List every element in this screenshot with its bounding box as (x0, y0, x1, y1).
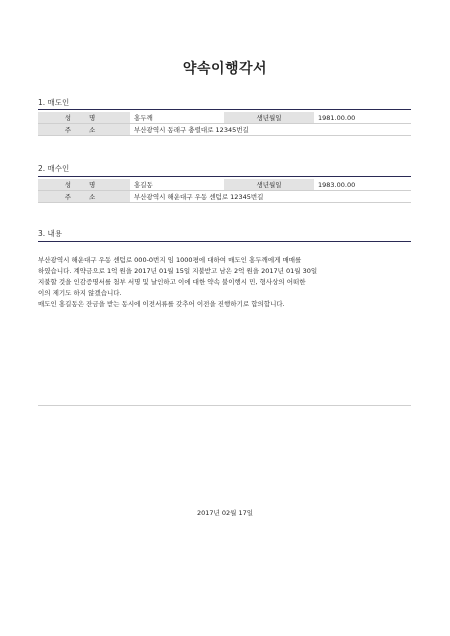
content-line: 이의 제기도 하지 않겠습니다. (38, 289, 122, 297)
buyer-name-label: 성 명 (38, 179, 130, 191)
buyer-table (38, 179, 411, 203)
seller-address-value: 부산광역시 동래구 충렬대로 12345번길 (130, 124, 411, 136)
seller-name-value: 홍두깨 (130, 112, 224, 124)
buyer-divider (38, 176, 411, 177)
content-body (38, 255, 368, 310)
seller-address-label: 주 소 (38, 124, 130, 136)
seller-divider (38, 109, 411, 110)
document-title: 약속이행각서 (182, 61, 268, 77)
buyer-address-value: 부산광역시 해운대구 우동 센텀로 12345번길 (130, 191, 411, 203)
seller-birth-value: 1981.00.00 (314, 112, 411, 124)
seller-table (38, 112, 411, 136)
content-line: 부산광역시 해운대구 우동 센텀로 000-0번지 임 1000평에 대하여 매도인 홍두깨에게 매매를 (38, 256, 302, 264)
buyer-address-label: 주 소 (38, 191, 130, 203)
seller-birth-label: 생년월일 (224, 112, 314, 124)
buyer-name-value: 홍길동 (130, 179, 224, 191)
seller-section-label: 1. 매도인 (38, 98, 70, 107)
content-bottom-divider (38, 405, 411, 406)
content-line: 하였습니다. 계약금으로 1억 원을 2017년 01월 15일 지불받고 남은 2억 원을 2017년 01월 30일 (38, 267, 318, 275)
buyer-row-name (38, 179, 411, 191)
content-line: 지불할 것을 인감증명서를 첨부 서명 및 날인하고 이에 대한 약속 불이행시 민, 형사상의 어떠한 (38, 278, 306, 286)
content-section-label: 3. 내용 (38, 229, 63, 238)
buyer-birth-value: 1983.00.00 (314, 179, 411, 191)
buyer-birth-label: 생년월일 (224, 179, 314, 191)
seller-row-address (38, 124, 411, 136)
content-divider (38, 241, 411, 242)
content-line: 매도인 홍길동은 잔금을 받는 동시에 이전서류를 갖추어 이전을 진행하기로 합의합니다. (38, 300, 285, 308)
seller-name-label: 성 명 (38, 112, 130, 124)
seller-row-name (38, 112, 411, 124)
document-date: 2017년 02월 17일 (196, 509, 254, 517)
buyer-row-address (38, 191, 411, 203)
buyer-section-label: 2. 매수인 (38, 164, 70, 173)
